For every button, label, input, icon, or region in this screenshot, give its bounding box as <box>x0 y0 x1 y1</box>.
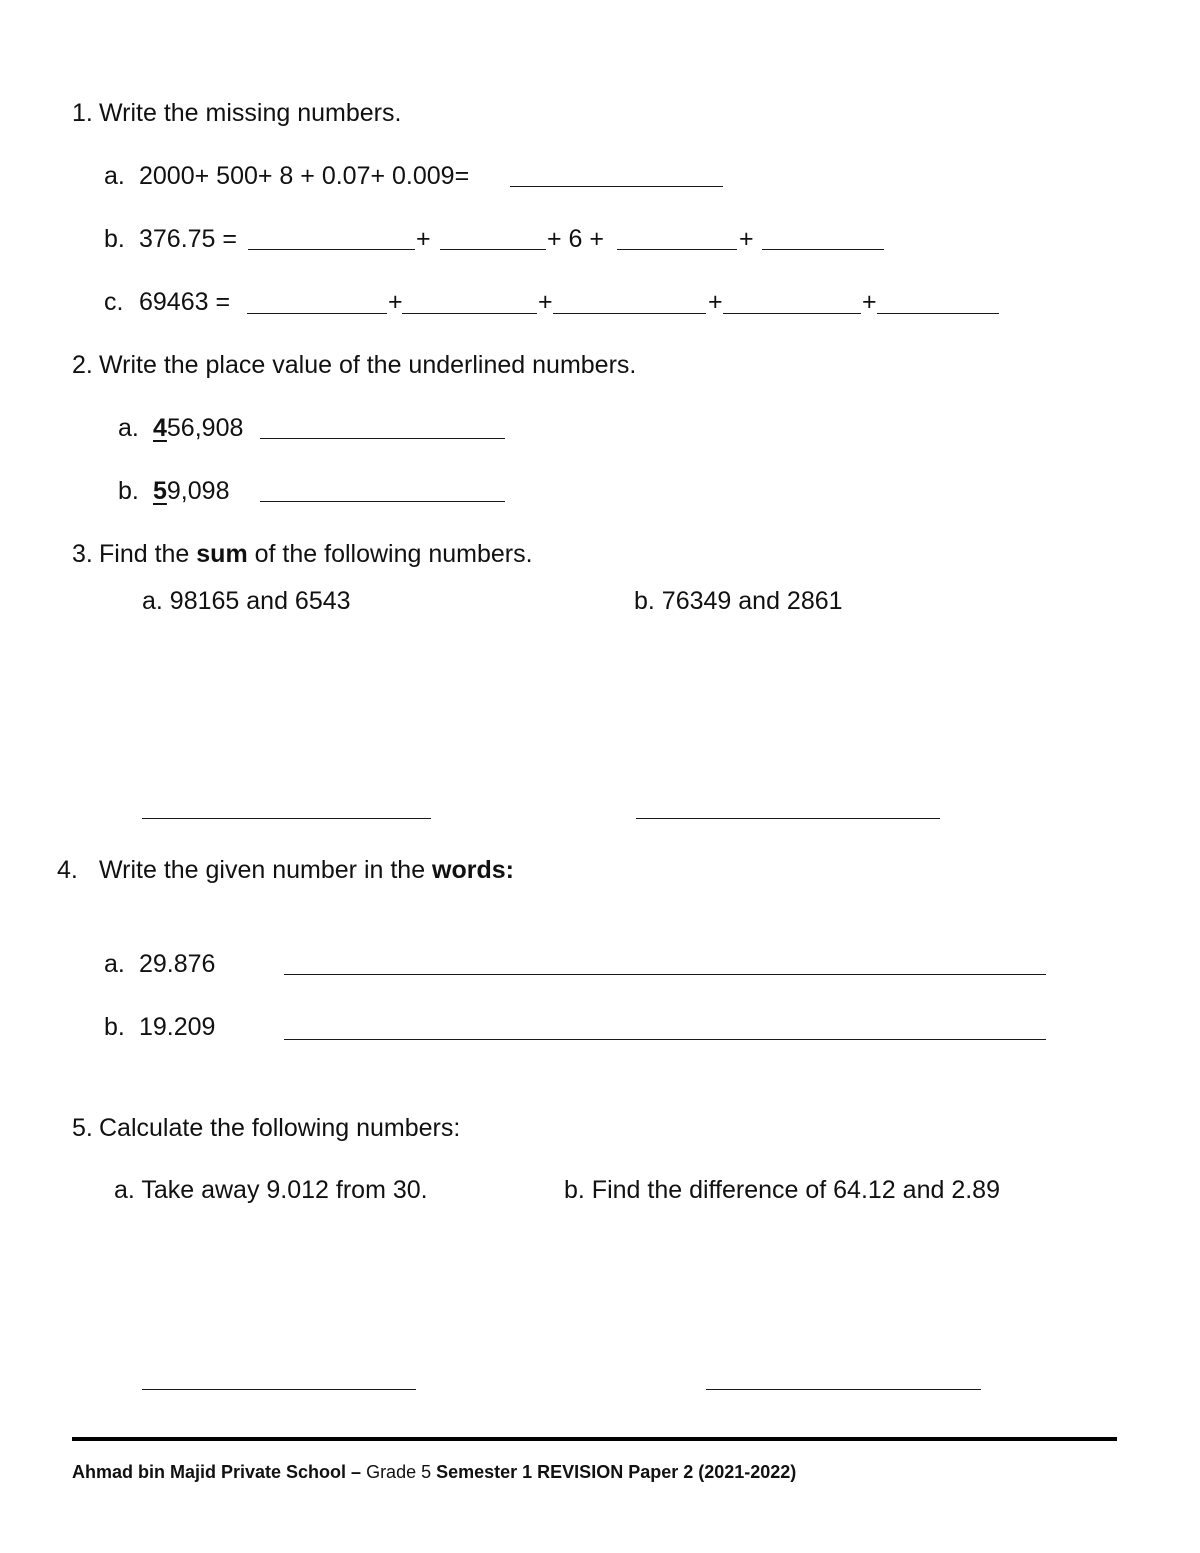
q1c-plus-3: + <box>708 288 723 316</box>
q5b-prompt: b. Find the difference of 64.12 and 2.89 <box>564 1176 1000 1204</box>
q3-number: 3. <box>72 540 93 568</box>
footer-paper: Semester 1 REVISION Paper 2 (2021-2022) <box>436 1462 797 1482</box>
q1c-label: c. <box>104 288 124 316</box>
q1c-blank-2[interactable] <box>402 313 537 314</box>
q4-number: 4. <box>57 856 78 884</box>
q1b-label: b. <box>104 225 125 253</box>
q5a-answer-blank[interactable] <box>142 1389 416 1390</box>
q3-text: Find the sum of the following numbers. <box>99 540 533 568</box>
q1b-plus-six: + 6 + <box>547 225 604 253</box>
q2a-underlined-digit: 4 <box>153 414 167 442</box>
q3a-answer-blank[interactable] <box>142 818 431 819</box>
q2a-label: a. <box>118 414 139 442</box>
footer-divider <box>72 1437 1117 1441</box>
q4-keyword-words: words: <box>432 856 514 884</box>
q1c-plus-2: + <box>538 288 553 316</box>
q1c-expression: 69463 = <box>139 288 231 316</box>
q4b-label: b. <box>104 1013 125 1041</box>
q1b-blank-2[interactable] <box>440 249 546 250</box>
q3a-prompt: a. 98165 and 6543 <box>142 587 351 615</box>
q1c-blank-4[interactable] <box>723 313 861 314</box>
q1a-expression: 2000+ 500+ 8 + 0.07+ 0.009= <box>139 162 470 190</box>
q1c-blank-3[interactable] <box>553 313 706 314</box>
q4-text: Write the given number in the words: <box>99 856 514 884</box>
q1-number: 1. <box>72 99 93 127</box>
q2b-answer-blank[interactable] <box>260 501 505 502</box>
q5b-answer-blank[interactable] <box>706 1389 981 1390</box>
q2b-underlined-digit: 5 <box>153 477 167 505</box>
q5-number: 5. <box>72 1114 93 1142</box>
q3b-answer-blank[interactable] <box>636 818 940 819</box>
q2-text: Write the place value of the underlined numbers. <box>99 351 637 379</box>
q1b-plus-1: + <box>416 225 431 253</box>
q2a-answer-blank[interactable] <box>260 438 505 439</box>
q2a-rest: 56,908 <box>166 414 244 442</box>
q2b-label: b. <box>118 477 139 505</box>
q1b-blank-4[interactable] <box>762 249 884 250</box>
q1b-expression: 376.75 = <box>139 225 238 253</box>
footer-text <box>72 1461 796 1483</box>
q4b-answer-blank[interactable] <box>284 1039 1046 1040</box>
q1a-answer-blank[interactable] <box>510 186 723 187</box>
footer-grade: Grade 5 <box>361 1462 437 1482</box>
q3b-prompt: b. 76349 and 2861 <box>634 587 843 615</box>
q1c-plus-1: + <box>388 288 403 316</box>
q4a-label: a. <box>104 950 125 978</box>
q5a-prompt: a. Take away 9.012 from 30. <box>114 1176 428 1204</box>
footer-school: Ahmad bin Majid Private School – <box>72 1462 362 1482</box>
q2-number: 2. <box>72 351 93 379</box>
q1c-blank-1[interactable] <box>247 313 387 314</box>
q1-text: Write the missing numbers. <box>99 99 402 127</box>
q4a-answer-blank[interactable] <box>284 974 1046 975</box>
q2b-rest: 9,098 <box>166 477 230 505</box>
q2a-number <box>153 413 243 443</box>
q1b-blank-1[interactable] <box>248 249 415 250</box>
q1b-blank-3[interactable] <box>617 249 737 250</box>
q2b-number <box>153 476 229 506</box>
q1c-plus-4: + <box>862 288 877 316</box>
q4b-value: 19.209 <box>139 1013 216 1041</box>
q3-keyword-sum: sum <box>196 540 248 568</box>
q4a-value: 29.876 <box>139 950 216 978</box>
q1a-label: a. <box>104 162 125 190</box>
q5-text: Calculate the following numbers: <box>99 1114 461 1142</box>
q1b-plus-2: + <box>739 225 754 253</box>
q1c-blank-5[interactable] <box>877 313 999 314</box>
